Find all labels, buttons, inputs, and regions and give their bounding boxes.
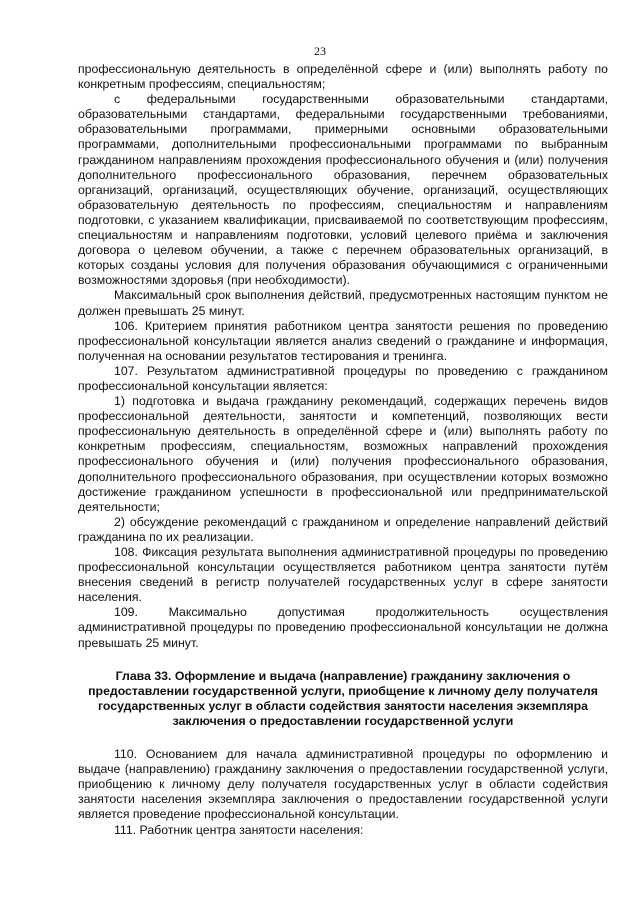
paragraph: с федеральными государственными образовательными стандартами, образовательными стандартами, федеральными государственными требованиями, образовательными программами, примерными основными образовательными программами, дополнительными профессиональными программами по выбранным гражданином направлениям прохождения профессионального обучения и (или) получения дополнительного профессионального образования, перечнем образовательных организаций, организаций, осуществляющих обучение, организаций, осуществляющих образовательную деятельность по профессиям, специальностям и направлениям подготовки, с указанием квалификации, присваиваемой по соответствующим профессиям, специальностям и направлениям подготовки, условий целевого приёма и заключения договора о целевом обучении, а также с перечнем образовательных организаций, в которых созданы условия для получения образования обучающимися с ограниченными возможностями здоровья (при необходимости). — [78, 92, 608, 288]
paragraph: 111. Работник центра занятости населения: — [114, 822, 364, 837]
paragraph: Максимальный срок выполнения действий, предусмотренных настоящим пунктом не должен превышать 25 минут. — [78, 288, 608, 318]
paragraph: 109. Максимально допустимая продолжительность осуществления административной процедуры по проведению профессиональной консультации не должна превышать 25 минут. — [78, 605, 608, 650]
paragraph: 108. Фиксация результата выполнения административной процедуры по проведению профессиональной консультации осуществляется работником центра занятости путём внесения сведений в регистр получателей государственных услуг в сфере занятости населения. — [78, 545, 608, 605]
paragraph: 107. Результатом административной процедуры по проведению с гражданином профессиональной консультации является: — [78, 363, 608, 393]
paragraph: 106. Критерием принятия работником центра занятости решения по проведению профессиональной консультации является анализ сведений о гражданине и информация, полученная на основании результатов тестирования и тренинга. — [78, 318, 608, 363]
chapter-heading: Глава 33. Оформление и выдача (направление) гражданину заключения о предоставлении государственной услуги, приобщение к личному делу получателя государственных услуг в области содействия занятости населения экземпляра заключения о предоставлении государственной услуги — [88, 668, 598, 728]
paragraph: 2) обсуждение рекомендаций с гражданином и определение направлений действий гражданина по их реализации. — [78, 514, 608, 544]
paragraph: профессиональную деятельность в определённой сфере и (или) выполнять работу по конкретным профессиям, специальностям; — [78, 62, 608, 92]
paragraph: 110. Основанием для начала административной процедуры по оформлению и выдаче (направлению) гражданину заключения о предоставлении государственной услуги, приобщению к личному делу получателя государственных услуг в области содействия занятости населения экземпляра заключения о предоставлении государственной услуги является проведение профессиональной консультации. — [78, 747, 608, 822]
page-number: 23 — [314, 44, 326, 58]
document-body — [78, 62, 608, 838]
paragraph: 1) подготовка и выдача гражданину рекомендаций, содержащих перечень видов профессиональной деятельности, занятости и компетенций, позволяющих вести профессиональную деятельность в определённой сфере и (или) выполнять работу по конкретным профессиям, специальностям, возможных направлений прохождения профессионального обучения и (или) получения профессионального образования, дополнительного профессионального образования, при осуществлении которых возможно достижение гражданином успешности в профессиональной или предпринимательской деятельности; — [78, 394, 608, 514]
